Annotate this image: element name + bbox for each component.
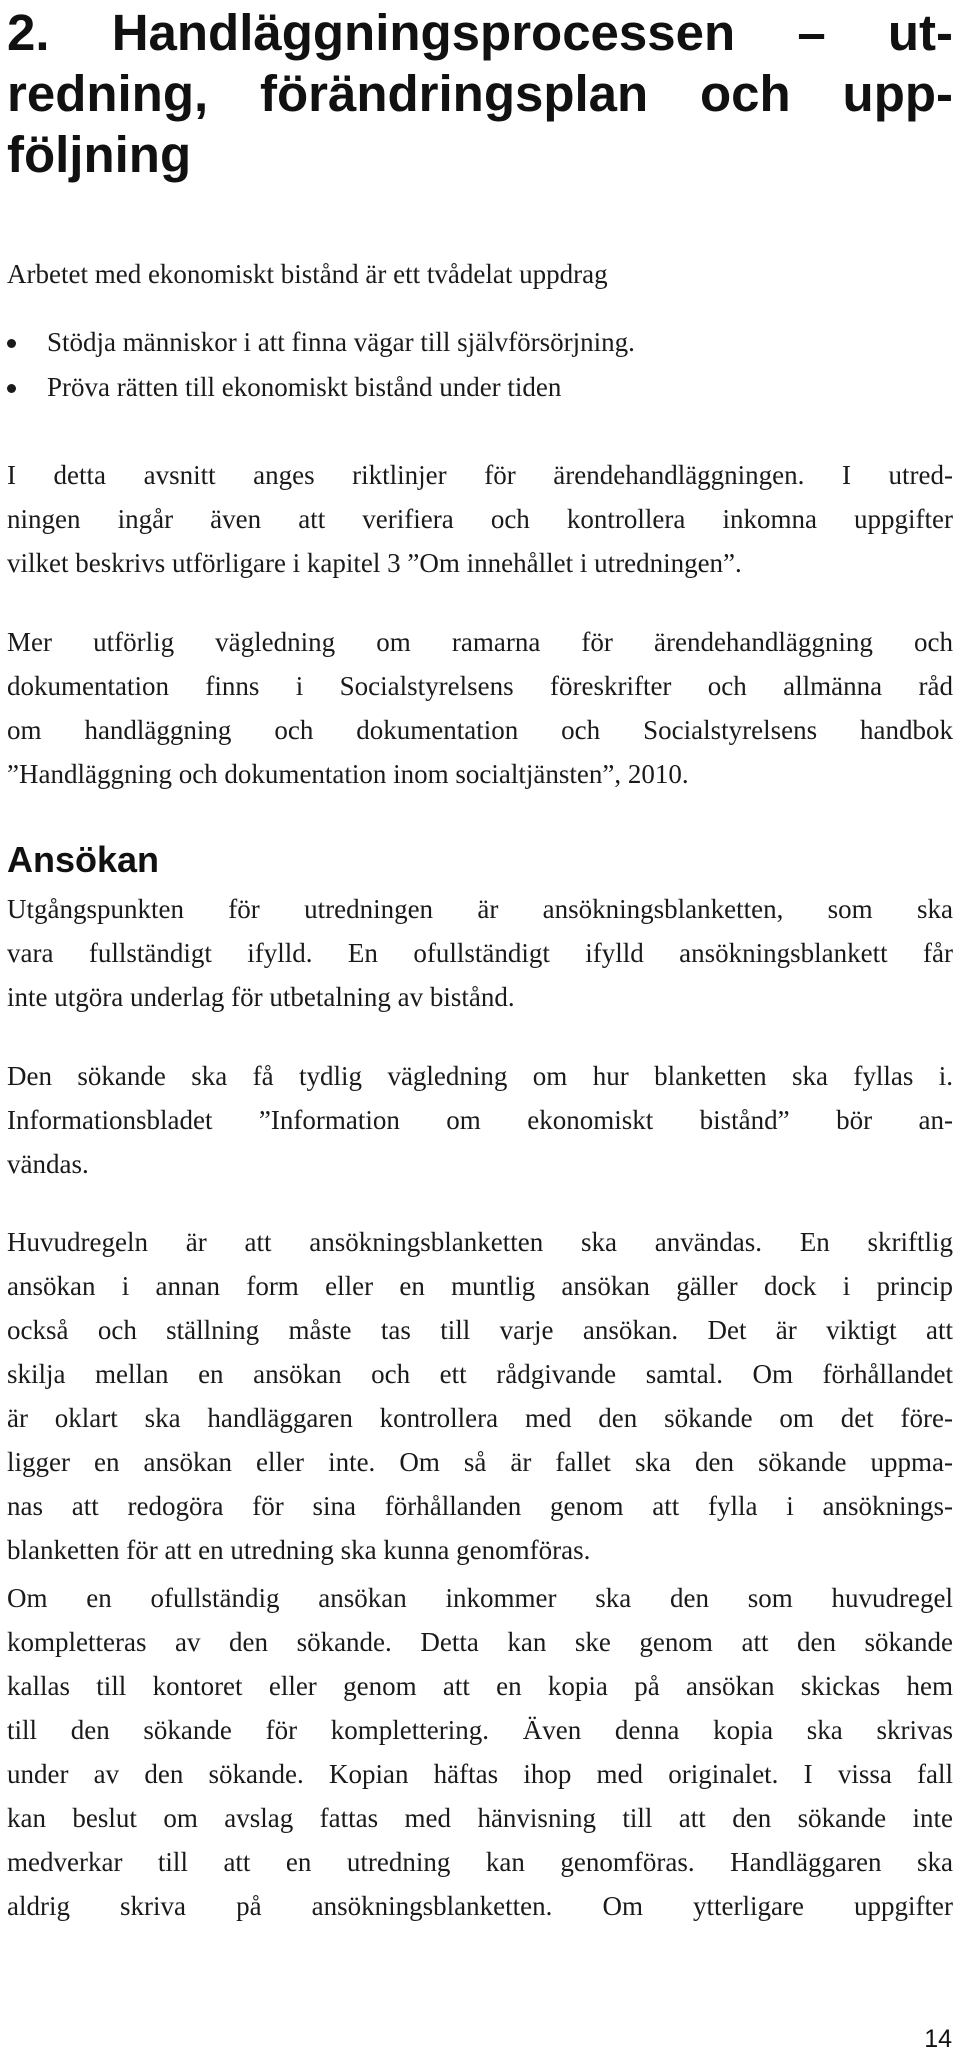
paragraph-main-rule <box>7 1220 953 1572</box>
chapter-heading-line: redning, förändringsplan och upp- <box>7 65 953 122</box>
text-line: Informationsbladet ”Information om ekonomiskt bistånd” bör an- <box>7 1105 953 1135</box>
paragraph-incomplete-application <box>7 1576 953 1928</box>
text-line: ”Handläggning och dokumentation inom socialtjänsten”, 2010. <box>7 759 689 789</box>
text-line: ligger en ansökan eller inte. Om så är fallet ska den sökande uppma- <box>7 1447 953 1477</box>
text-line: I detta avsnitt anges riktlinjer för ärendehandläggningen. I utred- <box>7 460 953 490</box>
paragraph-application-form <box>7 887 953 1019</box>
text-line: kan beslut om avslag fattas med hänvisning till att den sökande inte <box>7 1803 953 1833</box>
text-line: vändas. <box>7 1149 89 1179</box>
bullet-item <box>0 365 953 410</box>
chapter-heading <box>7 2 953 185</box>
section-heading-ansokan: Ansökan <box>7 839 160 880</box>
paragraph-guidance <box>7 620 953 796</box>
text-line: Mer utförlig vägledning om ramarna för ärendehandläggning och <box>7 627 953 657</box>
bullet-text: Pröva rätten till ekonomiskt bistånd under tiden <box>47 372 562 402</box>
text-line: ningen ingår även att verifiera och kontrollera inkomna uppgifter <box>7 504 953 534</box>
text-line: Huvudregeln är att ansökningsblanketten ska användas. En skriftlig <box>7 1227 953 1257</box>
text-line: under av den sökande. Kopian häftas ihop med originalet. I vissa fall <box>7 1759 953 1789</box>
text-line: Arbetet med ekonomiskt bistånd är ett tvådelat uppdrag <box>7 259 608 289</box>
text-line: vara fullständigt ifylld. En ofullständigt ifylld ansökningsblankett får <box>7 938 953 968</box>
bullet-icon <box>7 384 16 393</box>
chapter-heading-line: följning <box>7 126 192 183</box>
bullet-list <box>0 320 953 410</box>
text-line: nas att redogöra för sina förhållanden genom att fylla i ansöknings- <box>7 1491 953 1521</box>
text-line: ansökan i annan form eller en muntlig ansökan gäller dock i princip <box>7 1271 953 1301</box>
paragraph-guidance-applicant <box>7 1054 953 1186</box>
text-line: är oklart ska handläggaren kontrollera med den sökande om det före- <box>7 1403 953 1433</box>
text-line: också och ställning måste tas till varje ansökan. Det är viktigt att <box>7 1315 953 1345</box>
text-line: kallas till kontoret eller genom att en kopia på ansökan skickas hem <box>7 1671 953 1701</box>
intro-paragraph <box>7 252 953 296</box>
page-number: 14 <box>924 2025 952 2053</box>
text-line: skilja mellan en ansökan och ett rådgivande samtal. Om förhållandet <box>7 1359 953 1389</box>
text-line: aldrig skriva på ansökningsblanketten. Om ytterligare uppgifter <box>7 1891 953 1921</box>
text-line: kompletteras av den sökande. Detta kan ske genom att den sökande <box>7 1627 953 1657</box>
text-line: om handläggning och dokumentation och Socialstyrelsens handbok <box>7 715 953 745</box>
text-line: blanketten för att en utredning ska kunna genomföras. <box>7 1535 591 1565</box>
bullet-text: Stödja människor i att finna vägar till självförsörjning. <box>47 327 635 357</box>
text-line: inte utgöra underlag för utbetalning av bistånd. <box>7 982 515 1012</box>
bullet-item <box>0 320 953 365</box>
bullet-icon <box>7 339 16 348</box>
text-line: Utgångspunkten för utredningen är ansökningsblanketten, som ska <box>7 894 953 924</box>
text-line: medverkar till att en utredning kan genomföras. Handläggaren ska <box>7 1847 953 1877</box>
chapter-heading-line: 2. Handläggningsprocessen – ut- <box>7 4 953 61</box>
text-line: Om en ofullständig ansökan inkommer ska den som huvudregel <box>7 1583 953 1613</box>
text-line: Den sökande ska få tydlig vägledning om hur blanketten ska fyllas i. <box>7 1061 953 1091</box>
text-line: dokumentation finns i Socialstyrelsens föreskrifter och allmänna råd <box>7 671 953 701</box>
paragraph-scope <box>7 453 953 585</box>
text-line: vilket beskrivs utförligare i kapitel 3 ”Om innehållet i utredningen”. <box>7 548 742 578</box>
text-line: till den sökande för komplettering. Även denna kopia ska skrivas <box>7 1715 953 1745</box>
